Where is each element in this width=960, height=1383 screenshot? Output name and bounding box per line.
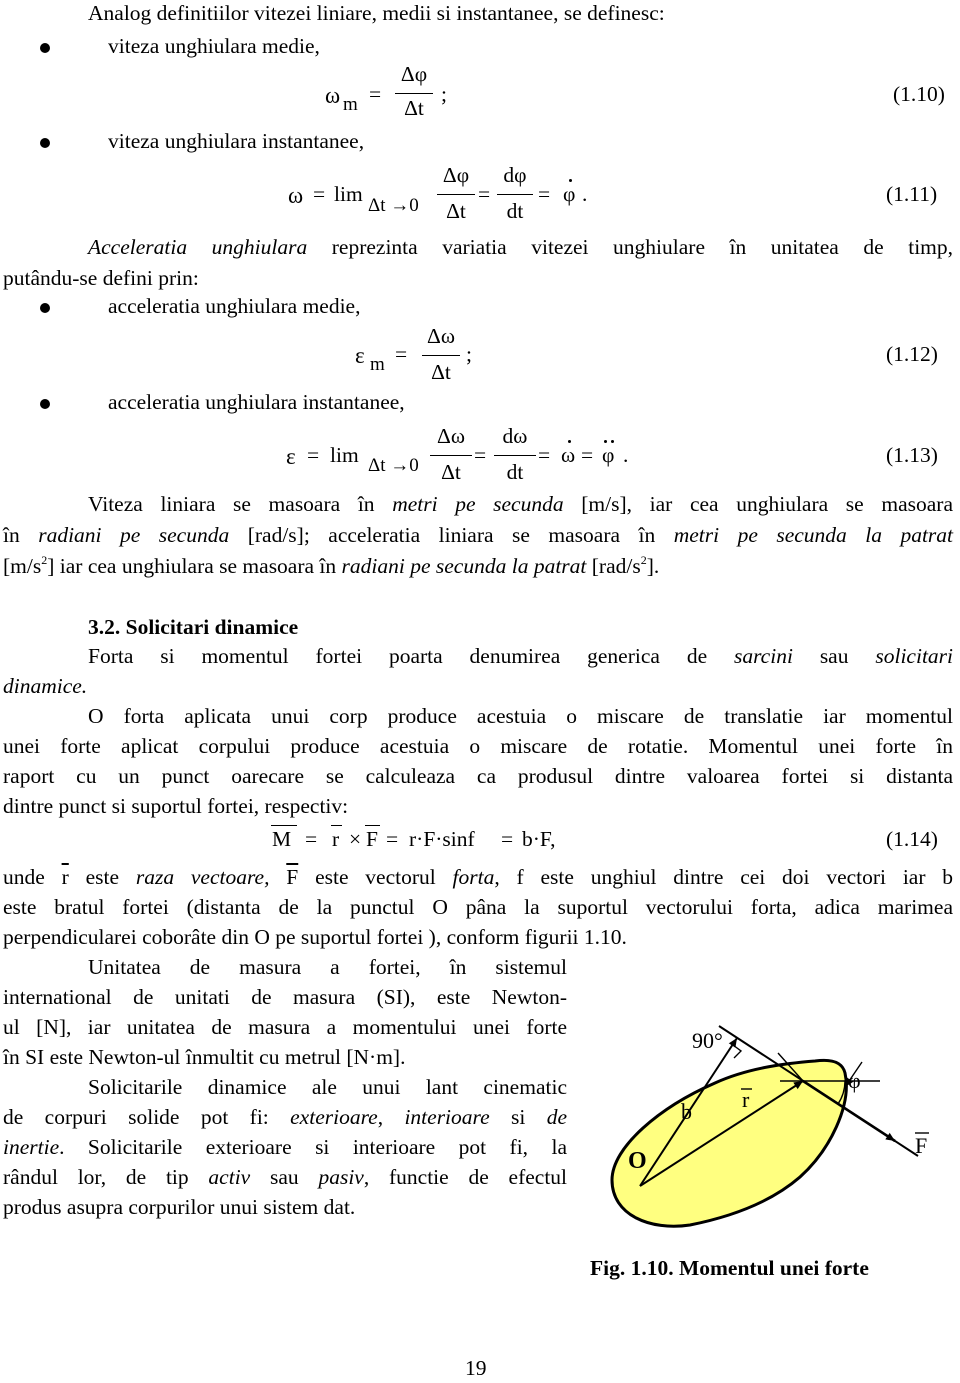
- italic-term: solicitari: [875, 644, 954, 668]
- newton-paragraph-line: în SI este Newton-ul înmultit cu metrul [N·m].: [3, 1045, 406, 1069]
- eq-tag: (1.14): [886, 827, 938, 851]
- fraction-domega-dt-derivative: [494, 426, 536, 486]
- superscript: 2: [640, 553, 647, 567]
- text-fragment: , f este unghiul dintre cei doi vectori iar b: [494, 865, 954, 889]
- moment-paragraph-line: O forta aplicata unui corp produce acestuia o miscare de translatie iar momentul: [88, 704, 953, 728]
- eq-equals: =: [581, 443, 594, 467]
- text-fragment: [m/s: [3, 554, 42, 578]
- unde-paragraph-line: [3, 867, 953, 889]
- forta-paragraph-line: dinamice.: [3, 674, 88, 698]
- text-fragment: în: [3, 523, 20, 547]
- frac-num: dφ: [503, 163, 527, 187]
- eq-lim: lim: [330, 443, 359, 467]
- eq-semicolon: ;: [441, 82, 447, 106]
- eq-equals: =: [313, 182, 326, 206]
- eq-phi: φ: [563, 182, 576, 206]
- eq-F: F: [366, 827, 378, 851]
- italic-term: sarcini: [734, 644, 793, 668]
- eq-equals: =: [501, 827, 514, 851]
- italic-term: raza vectoare,: [135, 865, 270, 889]
- bullet-viteza-instantanee: viteza unghiulara instantanee,: [108, 129, 365, 153]
- fraction-dphi-dt-derivative: [497, 165, 533, 225]
- eq-equals: =: [307, 443, 320, 467]
- text-fragment: de corpuri solide pot fi:: [3, 1105, 269, 1129]
- eq-equals: =: [395, 342, 408, 366]
- italic-term: de: [546, 1105, 568, 1129]
- phi-label: φ: [848, 1068, 861, 1093]
- moment-figure: [590, 1015, 960, 1245]
- frac-bar: [395, 93, 433, 94]
- frac-bar: [437, 194, 475, 195]
- eq-omega: ω: [561, 443, 576, 467]
- frac-bar: [422, 355, 460, 356]
- eq-semicolon: ;: [466, 342, 472, 366]
- eq-tag: (1.10): [893, 82, 945, 106]
- frac-num: dω: [502, 424, 528, 448]
- solicitari-paragraph-line: produs asupra corpurilor unui sistem dat.: [3, 1195, 356, 1219]
- solicitari-paragraph-line: [3, 1137, 567, 1159]
- bullet-dot: [40, 399, 50, 409]
- bullet-dot: [40, 138, 50, 148]
- frac-num: Δφ: [400, 62, 428, 86]
- vector-r: $\overline{r}$: [61, 865, 69, 889]
- eq-equals: =: [386, 827, 399, 851]
- text-fragment: este: [85, 865, 120, 889]
- bullet-viteza-medie: viteza unghiulara medie,: [108, 34, 320, 58]
- italic-term: inertie: [3, 1135, 60, 1159]
- angle-90-label: 90°: [692, 1028, 723, 1053]
- solicitari-paragraph-line: [3, 1167, 567, 1189]
- eq-phi: φ: [602, 443, 615, 467]
- text-fragment: [rad/s: [591, 554, 641, 578]
- b-label: b: [681, 1099, 692, 1124]
- eq-equals: =: [478, 182, 491, 206]
- newton-paragraph-line: international de unitati de masura (SI), este Newton-: [3, 985, 567, 1009]
- eq-omega: ω: [325, 83, 341, 108]
- italic-term: pasiv: [318, 1165, 364, 1189]
- eq-omega: ω: [288, 183, 304, 208]
- italic-term: interioare: [404, 1105, 490, 1129]
- bullet-acc-instantanee: acceleratia unghiulara instantanee,: [108, 390, 405, 414]
- units-paragraph-line: [3, 553, 660, 578]
- text-fragment: [rad/s]; acceleratia liniara se masoara în: [247, 523, 656, 547]
- superscript: 2: [41, 553, 48, 567]
- italic-term: radiani pe secunda la patrat: [341, 554, 587, 578]
- r-label: r: [742, 1087, 750, 1112]
- frac-bar: [430, 455, 472, 456]
- eq-equals: =: [538, 182, 551, 206]
- moment-paragraph-line: dintre punct si suportul fortei, respectiv:: [3, 794, 349, 818]
- fraction-dphi-dt: [395, 64, 433, 124]
- moment-paragraph-line: raport cu un punct oarecare se calculeaza ca produsul dintre valoarea fortei si distanta: [3, 764, 953, 788]
- fraction-domega-dt: [422, 326, 460, 386]
- fraction-domega-dt: [430, 426, 472, 486]
- text-fragment: [m/s], iar cea unghiulara se masoara: [581, 492, 953, 516]
- eq-rfsin: r·F·sinf: [409, 827, 475, 851]
- page-number: 19: [465, 1356, 487, 1380]
- eq-equals: =: [538, 443, 551, 467]
- frac-den: Δt: [446, 199, 466, 223]
- eq-tag: (1.11): [886, 182, 938, 206]
- italic-term: exterioare: [290, 1105, 378, 1129]
- bullet-acc-medie: acceleratia unghiulara medie,: [108, 294, 361, 318]
- solicitari-paragraph-line: Solicitarile dinamice ale unui lant cinematic: [88, 1075, 567, 1099]
- frac-den: Δt: [404, 96, 424, 120]
- right-angle-marker: [733, 1045, 741, 1058]
- text-fragment: este vectorul: [315, 865, 436, 889]
- intro-line: Analog definitiilor vitezei liniare, medii si instantanee, se definesc:: [88, 1, 665, 25]
- eq-lim-sub: Δt →0: [368, 195, 419, 216]
- term-acceleratia: Acceleratia unghiulara: [88, 235, 308, 259]
- eq-period: .: [582, 182, 588, 206]
- text-fragment: sau: [270, 1165, 299, 1189]
- eq-lim-sub: Δt →0: [368, 455, 419, 476]
- frac-num: Δω: [437, 424, 465, 448]
- eq-times: ×: [349, 827, 362, 851]
- unde-paragraph-line: este bratul fortei (distanta de la punctul O pâna la suportul vectorului forta, adica marimea: [3, 895, 953, 919]
- text-fragment: rândul lor, de tip: [3, 1165, 189, 1189]
- text-fragment: reprezinta variatia vitezei unghiulare în unitatea de timp,: [331, 235, 954, 259]
- italic-term: radiani pe secunda: [38, 523, 230, 547]
- frac-num: Δφ: [442, 163, 470, 187]
- newton-paragraph-line: Unitatea de masura a fortei, în sistemul: [88, 955, 567, 979]
- eq-bF: b·F,: [522, 827, 556, 851]
- newton-paragraph-line: ul [N], iar unitatea de masura a momentului unei forte: [3, 1015, 567, 1039]
- text-fragment: Forta si momentul fortei poarta denumirea generica de: [88, 644, 708, 668]
- eq-period: .: [623, 443, 629, 467]
- eq-tag: (1.13): [886, 443, 938, 467]
- vector-F: $\overline{F}$: [286, 865, 299, 889]
- fraction-dphi-dt: [437, 165, 475, 225]
- figure-caption: Fig. 1.10. Momentul unei forte: [590, 1256, 869, 1280]
- frac-den: Δt: [431, 360, 451, 384]
- eq-epsilon: ε: [286, 444, 296, 469]
- text-fragment: Viteza liniara se masoara în: [88, 492, 375, 516]
- frac-num: Δω: [427, 324, 455, 348]
- eq-sub-m: m: [370, 354, 385, 375]
- eq-epsilon: ε: [355, 343, 365, 368]
- frac-den: dt: [506, 460, 524, 484]
- frac-den: Δt: [441, 460, 461, 484]
- italic-term: metri pe secunda: [392, 492, 564, 516]
- eq-equals: =: [369, 82, 382, 106]
- frac-bar: [494, 455, 536, 456]
- section-heading: 3.2. Solicitari dinamice: [88, 615, 299, 639]
- eq-equals: =: [474, 443, 487, 467]
- italic-term: metri pe secunda la patrat: [673, 523, 954, 547]
- text-fragment: ,: [377, 1105, 384, 1129]
- frac-bar: [497, 194, 533, 195]
- eq-sub-m: m: [343, 94, 358, 115]
- eq-lim: lim: [334, 182, 363, 206]
- frac-den: dt: [506, 199, 524, 223]
- units-paragraph-line: [3, 525, 953, 547]
- text-fragment: , functie de efectul: [363, 1165, 568, 1189]
- italic-term: activ: [208, 1165, 251, 1189]
- forta-paragraph-line: [88, 646, 953, 668]
- text-fragment: ] iar cea unghiulara se masoara în: [47, 554, 337, 578]
- bullet-dot: [40, 43, 50, 53]
- eq-M: M: [272, 827, 292, 851]
- moment-paragraph-line: unei forte aplicat corpului produce acestuia o miscare de rotatie. Momentul unei forte în: [3, 734, 953, 758]
- text-fragment: ].: [646, 554, 660, 578]
- eq-r: r: [332, 827, 340, 851]
- text-fragment: unde: [3, 865, 45, 889]
- text-fragment: sau: [819, 644, 849, 668]
- acc-paragraph-line: putându-se defini prin:: [3, 266, 199, 290]
- eq-equals: =: [305, 827, 318, 851]
- origin-O-label: O: [628, 1148, 647, 1174]
- text-fragment: si: [511, 1105, 526, 1129]
- solicitari-paragraph-line: [3, 1107, 567, 1129]
- text-fragment: . Solicitarile exterioare si interioare pot fi, la: [59, 1135, 567, 1159]
- unde-paragraph-line: perpendicularei coborâte din O pe suportul fortei ), conform figurii 1.10.: [3, 925, 627, 949]
- bullet-dot: [40, 303, 50, 313]
- acc-paragraph-line: [88, 237, 953, 259]
- italic-term: forta: [452, 865, 495, 889]
- F-label: F: [915, 1133, 928, 1158]
- eq-tag: (1.12): [886, 342, 938, 366]
- units-paragraph-line: [88, 494, 953, 516]
